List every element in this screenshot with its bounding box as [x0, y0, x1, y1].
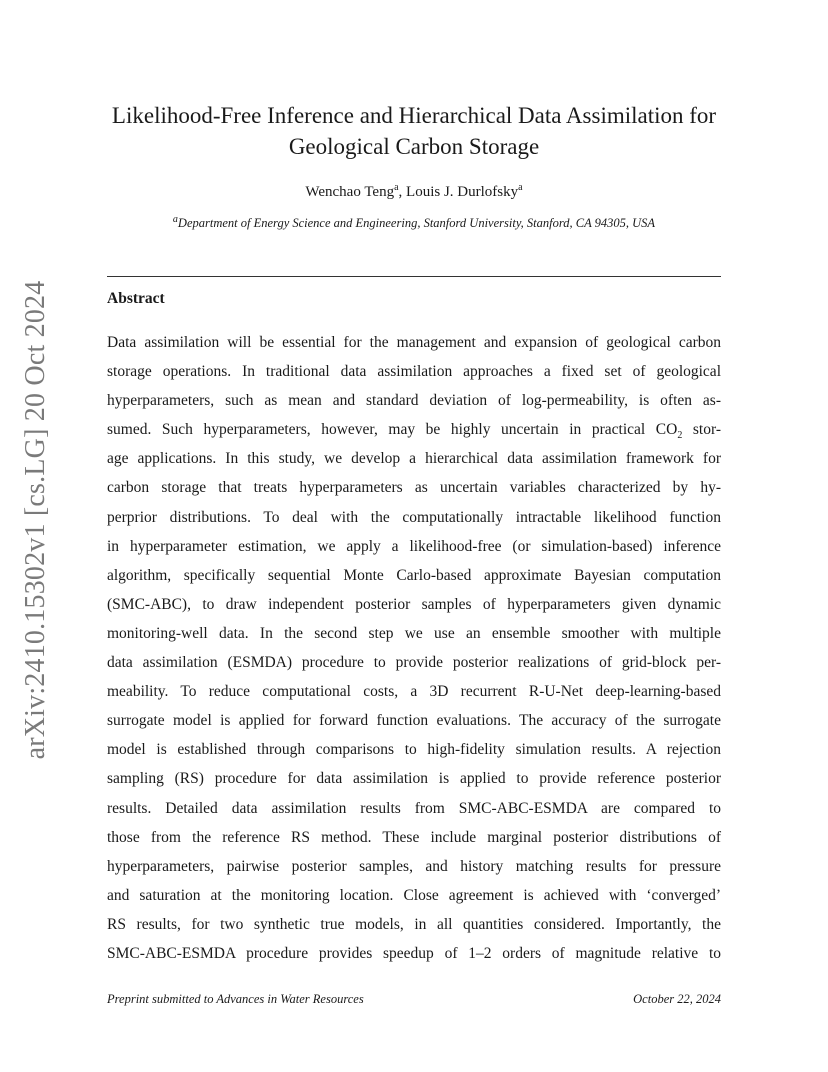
abstract-line: model is established through comparisons to high-fidelity simulation results. A rejection — [107, 741, 721, 759]
abstract-line: and saturation at the monitoring location. Close agreement is achieved with ‘converged’ — [107, 886, 721, 904]
co2-subscript: 2 — [677, 430, 683, 442]
author-name: Louis J. Durlofsky — [406, 184, 519, 200]
abstract-line — [107, 415, 721, 444]
arxiv-identifier: arXiv:2410.15302v1 [cs.LG] 20 Oct 2024 — [20, 280, 51, 760]
abstract-line: in hyperparameter estimation, we apply a likelihood-free (or simulation-based) inference — [107, 537, 721, 555]
abstract-line: algorithm, specifically sequential Monte Carlo-based approximate Bayesian computation — [107, 566, 721, 584]
author-list — [107, 182, 721, 201]
abstract-line-tail: stor- — [682, 421, 721, 439]
section-divider — [107, 276, 721, 277]
title-line-2: Geological Carbon Storage — [288, 134, 540, 159]
title-line-1: Likelihood-Free Inference and Hierarchical Data Assimilation for — [111, 103, 717, 128]
author-separator: , — [398, 184, 407, 200]
abstract-line: carbon storage that treats hyperparameters as uncertain variables characterized by hy- — [107, 479, 721, 497]
abstract-line: SMC-ABC-ESMDA procedure provides speedup of 1–2 orders of magnitude relative to — [107, 944, 721, 962]
affiliation — [107, 214, 721, 231]
abstract-line: data assimilation (ESMDA) procedure to provide posterior realizations of grid-block per- — [107, 654, 721, 672]
abstract-line: (SMC-ABC), to draw independent posterior samples of hyperparameters given dynamic — [107, 595, 721, 613]
abstract-body — [107, 328, 721, 968]
paper-title — [107, 100, 721, 162]
abstract-line: storage operations. In traditional data assimilation approaches a fixed set of geological — [107, 363, 721, 381]
abstract-line: perprior distributions. To deal with the computationally intractable likelihood function — [107, 508, 721, 526]
affiliation-text: Department of Energy Science and Engineering, Stanford University, Stanford, CA 94305, USA — [177, 216, 656, 231]
abstract-line: sampling (RS) procedure for data assimilation is applied to provide reference posterior — [107, 770, 721, 788]
abstract-line: meability. To reduce computational costs, a 3D recurrent R-U-Net deep-learning-based — [107, 683, 721, 701]
abstract-line: surrogate model is applied for forward function evaluations. The accuracy of the surrogate — [107, 712, 721, 730]
abstract-line: hyperparameters, such as mean and standard deviation of log-permeability, is often as- — [107, 392, 721, 410]
abstract-line: RS results, for two synthetic true models, in all quantities considered. Importantly, the — [107, 915, 721, 933]
abstract-line: age applications. In this study, we develop a hierarchical data assimilation framework for — [107, 450, 721, 468]
author-name: Wenchao Teng — [305, 184, 395, 200]
affiliation-mark: a — [518, 182, 523, 193]
footer-journal: Preprint submitted to Advances in Water Resources — [107, 992, 364, 1006]
abstract-line: results. Detailed data assimilation results from SMC-ABC-ESMDA are compared to — [107, 799, 721, 817]
affiliation-mark: a — [172, 214, 178, 225]
abstract-line: Data assimilation will be essential for the management and expansion of geological carbon — [107, 334, 721, 351]
abstract-line: those from the reference RS method. These include marginal posterior distributions of — [107, 828, 721, 846]
abstract-line: monitoring-well data. In the second step we use an ensemble smoother with multiple — [107, 624, 721, 642]
abstract-line: hyperparameters, pairwise posterior samples, and history matching results for pressure — [107, 857, 721, 875]
affiliation-mark: a — [394, 182, 399, 193]
abstract-line-text: sumed. Such hyperparameters, however, may be highly uncertain in practical CO — [107, 421, 678, 439]
footer-date: October 22, 2024 — [633, 992, 721, 1006]
abstract-heading: Abstract — [107, 290, 165, 307]
